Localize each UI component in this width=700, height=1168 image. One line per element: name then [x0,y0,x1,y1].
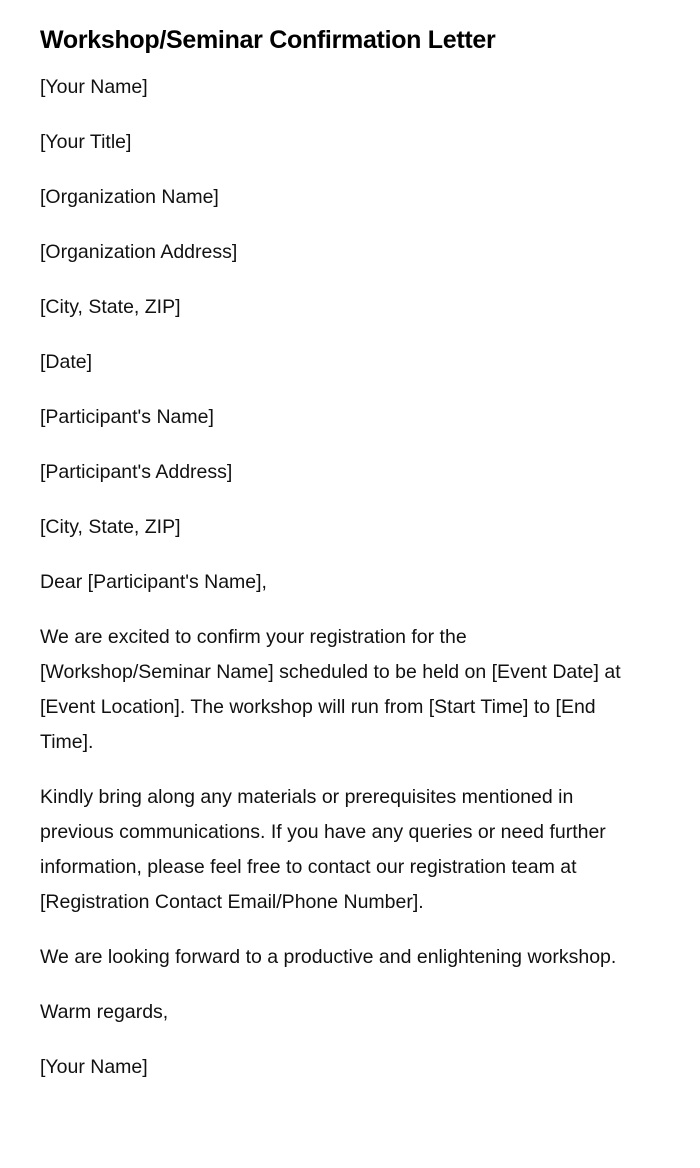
page-title: Workshop/Seminar Confirmation Letter [40,26,496,54]
closing: Warm regards, [40,1001,169,1023]
sender-city-state-zip: [City, State, ZIP] [40,296,181,318]
sender-title: [Your Title] [40,131,132,153]
recipient-address: [Participant's Address] [40,461,233,483]
letter-content [40,70,660,1085]
body-paragraph: We are looking forward to a productive and enlightening workshop. [40,946,617,968]
signature-name: [Your Name] [40,1056,148,1078]
body-paragraph: Kindly bring along any materials or prerequisites mentioned in previous communications. If you have any queries or need further information, please feel free to contact our registration team at [Registration Contact Email/Phone Number]. [40,786,606,913]
salutation: Dear [Participant's Name], [40,571,267,593]
sender-address: [Organization Address] [40,241,238,263]
recipient-city-state-zip: [City, State, ZIP] [40,516,181,538]
letter-date: [Date] [40,351,93,373]
recipient-name: [Participant's Name] [40,406,214,428]
sender-name: [Your Name] [40,76,148,98]
sender-organization: [Organization Name] [40,186,219,208]
body-paragraph: We are excited to confirm your registration for the [Workshop/Seminar Name] scheduled to be held on [Event Date] at [Event Location]. The workshop will run from [Start Time] to [End Time]. [40,626,621,753]
